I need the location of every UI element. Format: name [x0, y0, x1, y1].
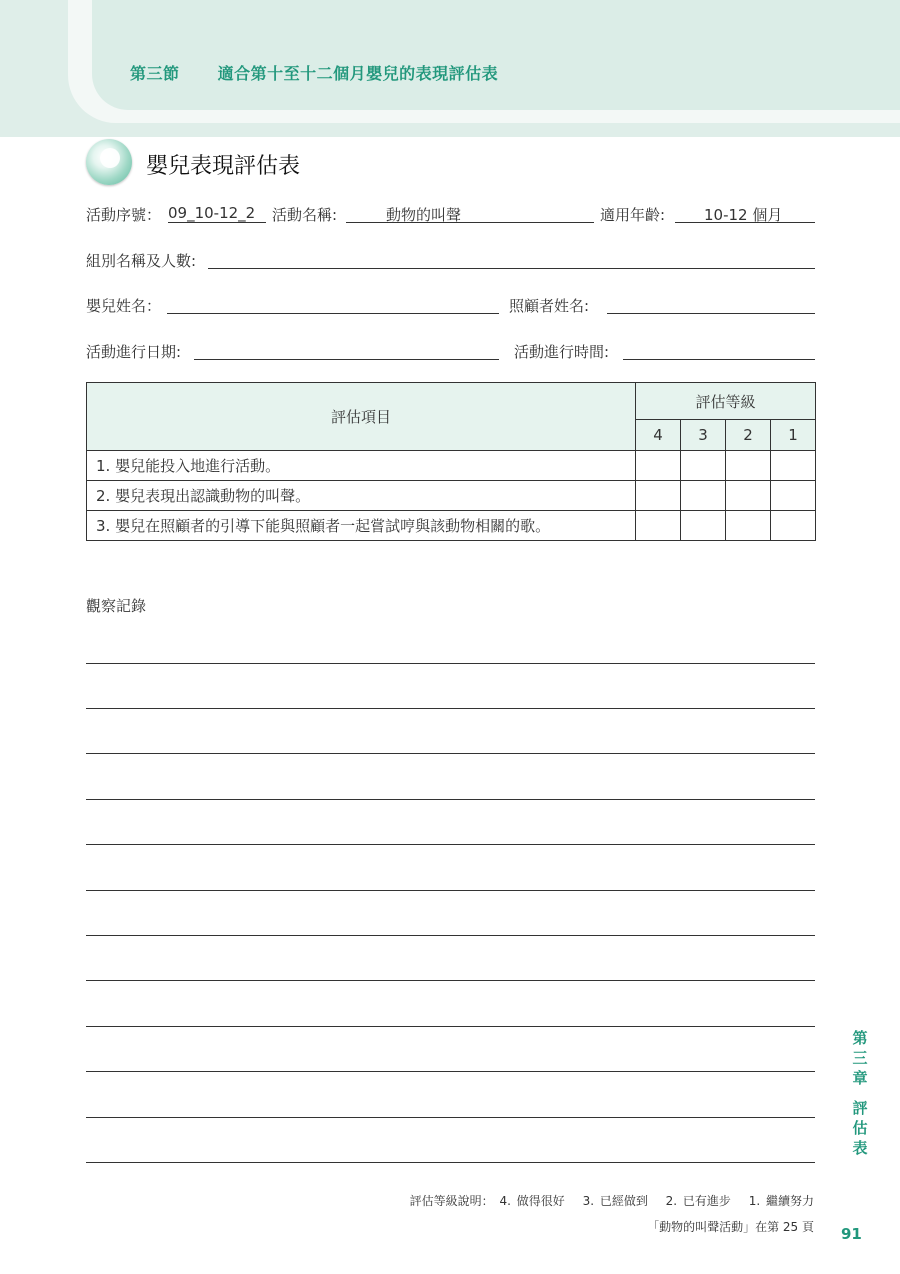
item-text: 1. 嬰兒能投入地進行活動。: [87, 451, 636, 481]
chapter-char: 章: [852, 1069, 868, 1087]
observation-line[interactable]: [86, 753, 815, 754]
item-text: 3. 嬰兒在照顧者的引導下能與照顧者一起嘗試哼與該動物相關的歌。: [87, 511, 636, 541]
chapter-char: 三: [852, 1049, 868, 1067]
activity-name-value: 動物的叫聲: [386, 206, 462, 224]
chapter-tab: [850, 1028, 870, 1088]
chapter-name-tab: [850, 1098, 870, 1158]
item-text: 2. 嬰兒表現出認識動物的叫聲。: [87, 481, 636, 511]
observation-line[interactable]: [86, 935, 815, 936]
grade-4-cell[interactable]: [636, 481, 681, 511]
observation-line[interactable]: [86, 1026, 815, 1027]
group-label: 組別名稱及人數:: [86, 252, 197, 270]
grade-legend: 評估等級說明： 4. 做得很好 3. 已經做到 2. 已有進步 1. 繼續努力: [409, 1194, 814, 1208]
grade-1-cell[interactable]: [771, 451, 816, 481]
observation-label: 觀察記錄: [86, 597, 147, 615]
group-field[interactable]: [208, 250, 815, 269]
grade-3-cell[interactable]: [681, 451, 726, 481]
observation-line[interactable]: [86, 799, 815, 800]
grade-2-cell[interactable]: [726, 451, 771, 481]
observation-line[interactable]: [86, 980, 815, 981]
form-title: 嬰兒表現評估表: [146, 154, 301, 179]
activity-no-value: 09_10-12_2: [168, 204, 256, 222]
grade-3-cell[interactable]: [681, 511, 726, 541]
grade-2-header: 2: [726, 420, 771, 451]
observation-line[interactable]: [86, 1117, 815, 1118]
activity-name-field[interactable]: [346, 204, 594, 223]
time-field[interactable]: [623, 341, 815, 360]
chapter-name-char: 評: [852, 1099, 868, 1117]
carer-name-label: 照顧者姓名:: [509, 297, 590, 315]
grade-1-header: 1: [771, 420, 816, 451]
observation-line[interactable]: [86, 663, 815, 664]
header-panel: [92, 0, 900, 110]
age-value: 10-12 個月: [704, 206, 783, 224]
baby-name-field[interactable]: [167, 295, 499, 314]
table-row: [87, 481, 816, 511]
grade-2-cell[interactable]: [726, 511, 771, 541]
grade-column-header: 評估等級: [636, 383, 816, 420]
time-label: 活動進行時間:: [514, 343, 610, 361]
grade-1-cell[interactable]: [771, 481, 816, 511]
grade-4-header: 4: [636, 420, 681, 451]
baby-name-label: 嬰兒姓名：: [86, 297, 162, 315]
observation-line[interactable]: [86, 844, 815, 845]
date-label: 活動進行日期:: [86, 343, 182, 361]
chapter-name-char: 估: [852, 1119, 868, 1137]
grade-3-header: 3: [681, 420, 726, 451]
activity-no-label: 活動序號：: [86, 206, 162, 224]
observation-line[interactable]: [86, 890, 815, 891]
grade-2-cell[interactable]: [726, 481, 771, 511]
age-label: 適用年齡:: [600, 206, 666, 224]
carer-name-field[interactable]: [607, 295, 815, 314]
evaluation-table: [86, 382, 816, 541]
table-header-row: [87, 383, 816, 420]
chapter-name-char: 表: [852, 1139, 868, 1157]
age-field[interactable]: [675, 204, 815, 223]
bubble-icon: [86, 139, 132, 185]
activity-name-label: 活動名稱:: [272, 206, 338, 224]
activity-no-field[interactable]: [168, 204, 266, 223]
grade-4-cell[interactable]: [636, 511, 681, 541]
section-title: 適合第十至十二個月嬰兒的表現評估表: [217, 64, 499, 83]
table-row: [87, 451, 816, 481]
reference-note: 「動物的叫聲活動」在第 25 頁: [647, 1220, 814, 1234]
observation-line[interactable]: [86, 1162, 815, 1163]
section-number: 第三節: [130, 64, 180, 83]
grade-3-cell[interactable]: [681, 481, 726, 511]
page-number: 91: [841, 1225, 862, 1243]
observation-line[interactable]: [86, 708, 815, 709]
grade-4-cell[interactable]: [636, 451, 681, 481]
chapter-char: 第: [852, 1029, 868, 1047]
date-field[interactable]: [194, 341, 499, 360]
section-heading: [130, 61, 498, 84]
observation-line[interactable]: [86, 1071, 815, 1072]
table-row: [87, 511, 816, 541]
grade-1-cell[interactable]: [771, 511, 816, 541]
item-column-header: 評估項目: [87, 383, 636, 451]
